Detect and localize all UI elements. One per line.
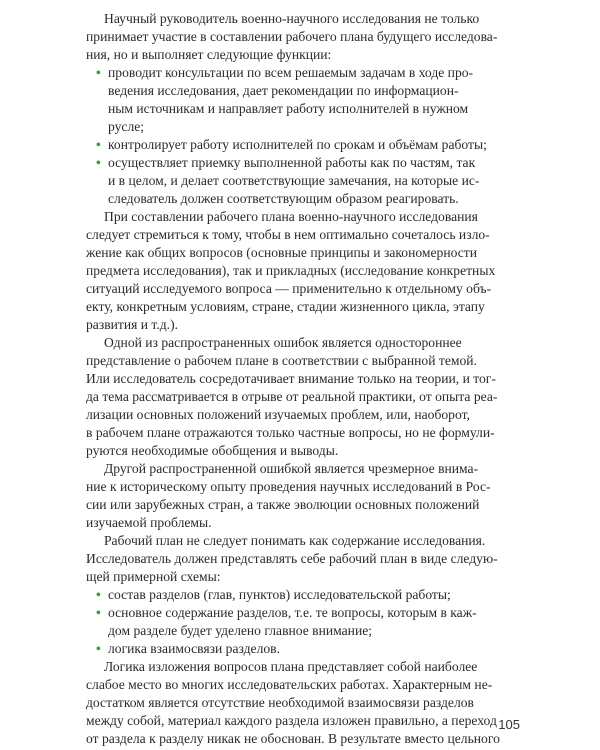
bullet-text: логика взаимосвязи разделов. — [108, 641, 280, 656]
text-line: развития и т.д.). — [86, 317, 178, 332]
bullet-item — [86, 136, 516, 154]
bullet-icon: • — [96, 605, 101, 620]
text-line: от раздела к разделу никак не обоснован. В результате вместо цельного — [86, 731, 500, 746]
bullet-icon: • — [96, 587, 101, 602]
text-line: и в целом, и делает соответствующие замечания, на которые ис- — [108, 173, 480, 188]
text-line: екту, конкретным условиям, стране, стадии жизненного цикла, этапу — [86, 299, 485, 314]
text-line: Одной из распространенных ошибок является одностороннее — [104, 335, 462, 350]
text-line: следователь должен соответствующим образом реагировать. — [108, 191, 459, 206]
text-line: При составлении рабочего плана военно-научного исследования — [104, 209, 478, 224]
text-line: ния, но и выполняет следующие функции: — [86, 47, 332, 62]
text-line: Другой распространенной ошибкой является чрезмерное внима- — [104, 461, 479, 476]
bullet-icon: • — [96, 155, 101, 170]
text-line: изучаемой проблемы. — [86, 515, 212, 530]
page-body — [86, 10, 516, 748]
text-line: Рабочий план не следует понимать как содержание исследования. — [104, 533, 486, 548]
text-line: Исследователь должен представлять себе рабочий план в виде следую- — [86, 551, 498, 566]
bullet-item — [86, 154, 516, 172]
bullet-text: проводит консультации по всем решаемым задачам в ходе про- — [108, 65, 474, 80]
text-line: Логика изложения вопросов плана представляет собой наиболее — [104, 659, 478, 674]
text-line: принимает участие в составлении рабочего плана будущего исследова- — [86, 29, 498, 44]
bullet-item — [86, 640, 516, 658]
text-line: Научный руководитель военно-научного исследования не только — [104, 11, 480, 26]
text-line: ведения исследования, дает рекомендации по информацион- — [108, 83, 459, 98]
text-line: ным источникам и направляет работу исполнителей в нужном — [108, 101, 469, 116]
page-number: 105 — [498, 717, 520, 732]
bullet-item — [86, 586, 516, 604]
text-line: в рабочем плане отражаются только частные вопросы, но не формули- — [86, 425, 495, 440]
text-line: сии или зарубежных стран, а также эволюции основных положений — [86, 497, 480, 512]
text-line: да тема рассматривается в отрыве от реальной практики, от опыта реа- — [86, 389, 498, 404]
text-line: следует стремиться к тому, чтобы в нем оптимально сочеталось изло- — [86, 227, 490, 242]
text-line: лизации основных положений изучаемых проблем, или, наоборот, — [86, 407, 470, 422]
text-line: руются необходимые обобщения и выводы. — [86, 443, 339, 458]
text-line: русле; — [108, 119, 145, 134]
bullet-icon: • — [96, 641, 101, 656]
text-line: слабое место во многих исследовательских работах. Характерным не- — [86, 677, 493, 692]
bullet-text: основное содержание разделов, т.е. те вопросы, которым в каж- — [108, 605, 477, 620]
text-line: представление о рабочем плане в соответствии с выбранной темой. — [86, 353, 477, 368]
text-line: ние к историческому опыту проведения научных исследований в Рос- — [86, 479, 491, 494]
bullet-text: контролирует работу исполнителей по срокам и объёмам работы; — [108, 137, 487, 152]
text-line: дом разделе будет уделено главное внимание; — [108, 623, 373, 638]
bullet-text: осуществляет приемку выполненной работы как по частям, так — [108, 155, 476, 170]
bullet-item — [86, 64, 516, 82]
bullet-icon: • — [96, 65, 101, 80]
text-line: достатком является отсутствие необходимой взаимосвязи разделов — [86, 695, 474, 710]
bullet-icon: • — [96, 137, 101, 152]
text-line: щей примерной схемы: — [86, 569, 221, 584]
text-line: между собой, материал каждого раздела изложен правильно, а переход — [86, 713, 497, 728]
text-line: Или исследователь сосредотачивает внимание только на теории, и тог- — [86, 371, 496, 386]
text-line: предмета исследования), так и прикладных (исследование конкретных — [86, 263, 496, 278]
bullet-item — [86, 604, 516, 622]
bullet-text: состав разделов (глав, пунктов) исследовательской работы; — [108, 587, 451, 602]
text-line: жение как общих вопросов (основные принципы и закономерности — [86, 245, 477, 260]
text-line: ситуаций исследуемого вопроса — применительно к отдельному объ- — [86, 281, 492, 296]
